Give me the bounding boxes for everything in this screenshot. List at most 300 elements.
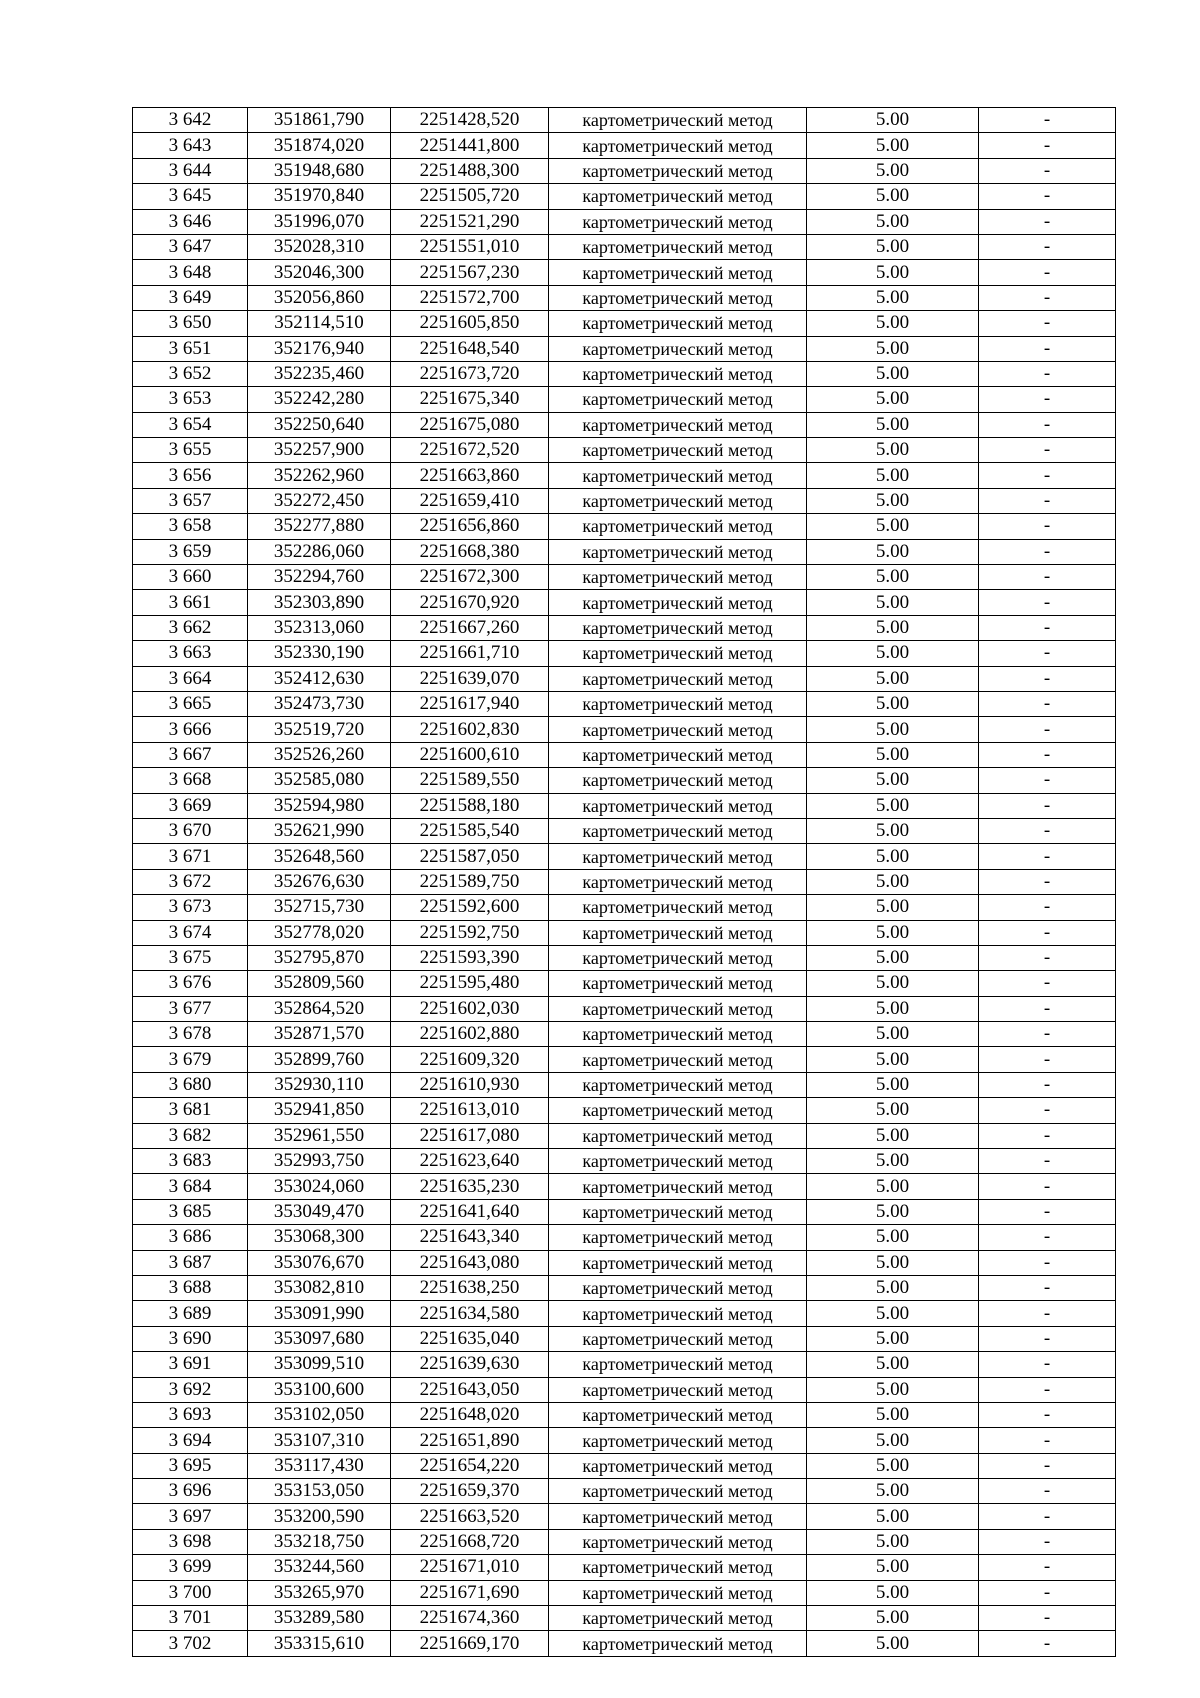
cell-point-number: 3 642 (133, 108, 248, 133)
cell-point-number: 3 651 (133, 336, 248, 361)
table-row (133, 818, 1116, 843)
cell-method: картометрический метод (549, 1453, 807, 1478)
cell-point-number: 3 649 (133, 285, 248, 310)
cell-y-coordinate: 2251635,230 (391, 1174, 549, 1199)
table-row (133, 412, 1116, 437)
cell-x-coordinate: 351996,070 (248, 209, 391, 234)
cell-x-coordinate: 352277,880 (248, 514, 391, 539)
table-row (133, 895, 1116, 920)
cell-point-number: 3 670 (133, 818, 248, 843)
cell-method: картометрический метод (549, 1275, 807, 1300)
cell-point-number: 3 666 (133, 717, 248, 742)
table-row (133, 1275, 1116, 1300)
cell-accuracy: 5.00 (807, 1555, 979, 1580)
cell-method: картометрический метод (549, 615, 807, 640)
cell-x-coordinate: 351970,840 (248, 184, 391, 209)
cell-note: - (979, 1631, 1116, 1656)
cell-note: - (979, 108, 1116, 133)
cell-y-coordinate: 2251648,540 (391, 336, 549, 361)
cell-y-coordinate: 2251672,300 (391, 565, 549, 590)
cell-y-coordinate: 2251521,290 (391, 209, 549, 234)
cell-y-coordinate: 2251663,860 (391, 463, 549, 488)
cell-y-coordinate: 2251589,750 (391, 869, 549, 894)
cell-note: - (979, 1326, 1116, 1351)
cell-point-number: 3 647 (133, 234, 248, 259)
cell-point-number: 3 667 (133, 742, 248, 767)
table-row (133, 691, 1116, 716)
cell-y-coordinate: 2251605,850 (391, 311, 549, 336)
cell-x-coordinate: 352313,060 (248, 615, 391, 640)
table-row (133, 1123, 1116, 1148)
cell-y-coordinate: 2251669,170 (391, 1631, 549, 1656)
table-row (133, 1250, 1116, 1275)
cell-point-number: 3 681 (133, 1098, 248, 1123)
cell-point-number: 3 644 (133, 158, 248, 183)
cell-note: - (979, 158, 1116, 183)
cell-note: - (979, 438, 1116, 463)
cell-x-coordinate: 353289,580 (248, 1606, 391, 1631)
cell-y-coordinate: 2251651,890 (391, 1428, 549, 1453)
cell-note: - (979, 1174, 1116, 1199)
cell-point-number: 3 650 (133, 311, 248, 336)
cell-y-coordinate: 2251589,550 (391, 768, 549, 793)
cell-note: - (979, 1123, 1116, 1148)
cell-method: картометрический метод (549, 1377, 807, 1402)
table-row (133, 1402, 1116, 1427)
cell-point-number: 3 672 (133, 869, 248, 894)
cell-method: картометрический метод (549, 666, 807, 691)
cell-point-number: 3 658 (133, 514, 248, 539)
cell-note: - (979, 133, 1116, 158)
cell-x-coordinate: 353244,560 (248, 1555, 391, 1580)
cell-point-number: 3 686 (133, 1225, 248, 1250)
table-row (133, 1377, 1116, 1402)
cell-method: картометрический метод (549, 1225, 807, 1250)
cell-method: картометрический метод (549, 1504, 807, 1529)
table-row (133, 565, 1116, 590)
cell-accuracy: 5.00 (807, 895, 979, 920)
table-row (133, 742, 1116, 767)
cell-y-coordinate: 2251654,220 (391, 1453, 549, 1478)
table-row (133, 793, 1116, 818)
cell-point-number: 3 659 (133, 539, 248, 564)
cell-point-number: 3 682 (133, 1123, 248, 1148)
cell-accuracy: 5.00 (807, 641, 979, 666)
cell-point-number: 3 662 (133, 615, 248, 640)
cell-note: - (979, 615, 1116, 640)
cell-note: - (979, 641, 1116, 666)
table-row (133, 615, 1116, 640)
cell-method: картометрический метод (549, 945, 807, 970)
cell-x-coordinate: 353076,670 (248, 1250, 391, 1275)
cell-x-coordinate: 353099,510 (248, 1352, 391, 1377)
table-row (133, 209, 1116, 234)
cell-y-coordinate: 2251587,050 (391, 844, 549, 869)
cell-point-number: 3 668 (133, 768, 248, 793)
cell-method: картометрический метод (549, 133, 807, 158)
table-row (133, 133, 1116, 158)
cell-y-coordinate: 2251659,410 (391, 488, 549, 513)
cell-accuracy: 5.00 (807, 565, 979, 590)
cell-point-number: 3 655 (133, 438, 248, 463)
cell-x-coordinate: 353068,300 (248, 1225, 391, 1250)
cell-method: картометрический метод (549, 818, 807, 843)
cell-point-number: 3 687 (133, 1250, 248, 1275)
cell-x-coordinate: 353265,970 (248, 1580, 391, 1605)
cell-y-coordinate: 2251572,700 (391, 285, 549, 310)
cell-x-coordinate: 353117,430 (248, 1453, 391, 1478)
cell-accuracy: 5.00 (807, 996, 979, 1021)
cell-x-coordinate: 352056,860 (248, 285, 391, 310)
table-row (133, 1555, 1116, 1580)
cell-x-coordinate: 353100,600 (248, 1377, 391, 1402)
cell-method: картометрический метод (549, 1149, 807, 1174)
cell-note: - (979, 691, 1116, 716)
table-row (133, 1352, 1116, 1377)
cell-accuracy: 5.00 (807, 869, 979, 894)
table-row (133, 590, 1116, 615)
cell-note: - (979, 1047, 1116, 1072)
cell-x-coordinate: 352046,300 (248, 260, 391, 285)
cell-note: - (979, 971, 1116, 996)
cell-y-coordinate: 2251670,920 (391, 590, 549, 615)
cell-method: картометрический метод (549, 463, 807, 488)
cell-y-coordinate: 2251643,340 (391, 1225, 549, 1250)
cell-x-coordinate: 352303,890 (248, 590, 391, 615)
cell-note: - (979, 1529, 1116, 1554)
table-row (133, 1428, 1116, 1453)
cell-point-number: 3 674 (133, 920, 248, 945)
cell-note: - (979, 717, 1116, 742)
cell-y-coordinate: 2251635,040 (391, 1326, 549, 1351)
cell-method: картометрический метод (549, 641, 807, 666)
cell-x-coordinate: 351874,020 (248, 133, 391, 158)
cell-accuracy: 5.00 (807, 1047, 979, 1072)
cell-accuracy: 5.00 (807, 1149, 979, 1174)
cell-method: картометрический метод (549, 311, 807, 336)
cell-x-coordinate: 352778,020 (248, 920, 391, 945)
cell-accuracy: 5.00 (807, 1275, 979, 1300)
table-row (133, 336, 1116, 361)
cell-x-coordinate: 353049,470 (248, 1199, 391, 1224)
cell-accuracy: 5.00 (807, 1225, 979, 1250)
cell-x-coordinate: 352585,080 (248, 768, 391, 793)
cell-method: картометрический метод (549, 158, 807, 183)
cell-accuracy: 5.00 (807, 945, 979, 970)
cell-method: картометрический метод (549, 234, 807, 259)
cell-method: картометрический метод (549, 1631, 807, 1656)
table-row (133, 1022, 1116, 1047)
cell-method: картометрический метод (549, 742, 807, 767)
cell-note: - (979, 1453, 1116, 1478)
cell-note: - (979, 590, 1116, 615)
cell-x-coordinate: 353102,050 (248, 1402, 391, 1427)
cell-note: - (979, 1504, 1116, 1529)
cell-point-number: 3 678 (133, 1022, 248, 1047)
cell-y-coordinate: 2251592,750 (391, 920, 549, 945)
table-row (133, 108, 1116, 133)
cell-y-coordinate: 2251671,010 (391, 1555, 549, 1580)
cell-x-coordinate: 352114,510 (248, 311, 391, 336)
cell-point-number: 3 645 (133, 184, 248, 209)
cell-note: - (979, 1072, 1116, 1097)
cell-x-coordinate: 352961,550 (248, 1123, 391, 1148)
table-row (133, 1199, 1116, 1224)
cell-point-number: 3 680 (133, 1072, 248, 1097)
cell-note: - (979, 818, 1116, 843)
cell-y-coordinate: 2251600,610 (391, 742, 549, 767)
cell-accuracy: 5.00 (807, 971, 979, 996)
cell-note: - (979, 1275, 1116, 1300)
cell-x-coordinate: 352242,280 (248, 387, 391, 412)
cell-accuracy: 5.00 (807, 590, 979, 615)
table-row (133, 234, 1116, 259)
cell-note: - (979, 565, 1116, 590)
cell-accuracy: 5.00 (807, 463, 979, 488)
table-row (133, 717, 1116, 742)
cell-note: - (979, 844, 1116, 869)
cell-note: - (979, 1022, 1116, 1047)
cell-method: картометрический метод (549, 336, 807, 361)
cell-y-coordinate: 2251617,080 (391, 1123, 549, 1148)
cell-method: картометрический метод (549, 1022, 807, 1047)
cell-x-coordinate: 353091,990 (248, 1301, 391, 1326)
cell-method: картометрический метод (549, 1123, 807, 1148)
cell-accuracy: 5.00 (807, 1479, 979, 1504)
cell-note: - (979, 387, 1116, 412)
cell-accuracy: 5.00 (807, 260, 979, 285)
cell-x-coordinate: 353315,610 (248, 1631, 391, 1656)
cell-point-number: 3 700 (133, 1580, 248, 1605)
coordinates-table (132, 107, 1116, 1657)
cell-method: картометрический метод (549, 1479, 807, 1504)
cell-point-number: 3 664 (133, 666, 248, 691)
cell-x-coordinate: 353153,050 (248, 1479, 391, 1504)
cell-y-coordinate: 2251593,390 (391, 945, 549, 970)
cell-method: картометрический метод (549, 691, 807, 716)
table-row (133, 438, 1116, 463)
cell-method: картометрический метод (549, 260, 807, 285)
cell-method: картометрический метод (549, 590, 807, 615)
cell-point-number: 3 675 (133, 945, 248, 970)
cell-x-coordinate: 353200,590 (248, 1504, 391, 1529)
cell-y-coordinate: 2251671,690 (391, 1580, 549, 1605)
cell-method: картометрический метод (549, 793, 807, 818)
cell-accuracy: 5.00 (807, 158, 979, 183)
table-row (133, 641, 1116, 666)
table-row (133, 311, 1116, 336)
cell-note: - (979, 285, 1116, 310)
cell-note: - (979, 1352, 1116, 1377)
cell-x-coordinate: 353024,060 (248, 1174, 391, 1199)
cell-accuracy: 5.00 (807, 1250, 979, 1275)
cell-point-number: 3 697 (133, 1504, 248, 1529)
cell-y-coordinate: 2251663,520 (391, 1504, 549, 1529)
cell-note: - (979, 1225, 1116, 1250)
table-row (133, 1047, 1116, 1072)
cell-accuracy: 5.00 (807, 1174, 979, 1199)
cell-note: - (979, 1555, 1116, 1580)
table-row (133, 1479, 1116, 1504)
cell-y-coordinate: 2251641,640 (391, 1199, 549, 1224)
cell-y-coordinate: 2251602,830 (391, 717, 549, 742)
cell-accuracy: 5.00 (807, 1301, 979, 1326)
cell-method: картометрический метод (549, 717, 807, 742)
cell-y-coordinate: 2251610,930 (391, 1072, 549, 1097)
cell-x-coordinate: 352526,260 (248, 742, 391, 767)
table-row (133, 1453, 1116, 1478)
cell-note: - (979, 1199, 1116, 1224)
cell-x-coordinate: 352028,310 (248, 234, 391, 259)
cell-point-number: 3 698 (133, 1529, 248, 1554)
cell-accuracy: 5.00 (807, 387, 979, 412)
cell-point-number: 3 648 (133, 260, 248, 285)
table-row (133, 539, 1116, 564)
table-row (133, 1072, 1116, 1097)
cell-x-coordinate: 353097,680 (248, 1326, 391, 1351)
cell-accuracy: 5.00 (807, 1098, 979, 1123)
cell-accuracy: 5.00 (807, 844, 979, 869)
cell-note: - (979, 488, 1116, 513)
cell-point-number: 3 702 (133, 1631, 248, 1656)
cell-note: - (979, 996, 1116, 1021)
cell-x-coordinate: 352941,850 (248, 1098, 391, 1123)
cell-x-coordinate: 352809,560 (248, 971, 391, 996)
cell-y-coordinate: 2251675,080 (391, 412, 549, 437)
cell-accuracy: 5.00 (807, 1631, 979, 1656)
cell-method: картометрический метод (549, 1072, 807, 1097)
cell-method: картометрический метод (549, 869, 807, 894)
cell-accuracy: 5.00 (807, 666, 979, 691)
table-row (133, 1606, 1116, 1631)
cell-method: картометрический метод (549, 209, 807, 234)
cell-point-number: 3 665 (133, 691, 248, 716)
cell-point-number: 3 677 (133, 996, 248, 1021)
cell-x-coordinate: 352864,520 (248, 996, 391, 1021)
cell-x-coordinate: 353107,310 (248, 1428, 391, 1453)
cell-note: - (979, 1606, 1116, 1631)
table-row (133, 768, 1116, 793)
cell-accuracy: 5.00 (807, 1377, 979, 1402)
cell-y-coordinate: 2251674,360 (391, 1606, 549, 1631)
cell-x-coordinate: 352235,460 (248, 361, 391, 386)
table-row (133, 971, 1116, 996)
table-row (133, 1326, 1116, 1351)
cell-method: картометрический метод (549, 108, 807, 133)
cell-accuracy: 5.00 (807, 361, 979, 386)
cell-method: картометрический метод (549, 1174, 807, 1199)
cell-x-coordinate: 352473,730 (248, 691, 391, 716)
table-row (133, 285, 1116, 310)
cell-method: картометрический метод (549, 1428, 807, 1453)
cell-method: картометрический метод (549, 895, 807, 920)
cell-accuracy: 5.00 (807, 1022, 979, 1047)
cell-note: - (979, 793, 1116, 818)
cell-method: картометрический метод (549, 1555, 807, 1580)
cell-accuracy: 5.00 (807, 438, 979, 463)
cell-x-coordinate: 352871,570 (248, 1022, 391, 1047)
cell-y-coordinate: 2251659,370 (391, 1479, 549, 1504)
cell-note: - (979, 336, 1116, 361)
cell-x-coordinate: 351948,680 (248, 158, 391, 183)
cell-accuracy: 5.00 (807, 742, 979, 767)
cell-method: картометрический метод (549, 1402, 807, 1427)
cell-method: картометрический метод (549, 184, 807, 209)
cell-point-number: 3 652 (133, 361, 248, 386)
cell-point-number: 3 671 (133, 844, 248, 869)
cell-x-coordinate: 352330,190 (248, 641, 391, 666)
cell-accuracy: 5.00 (807, 615, 979, 640)
cell-x-coordinate: 352899,760 (248, 1047, 391, 1072)
cell-x-coordinate: 352262,960 (248, 463, 391, 488)
cell-x-coordinate: 353082,810 (248, 1275, 391, 1300)
cell-method: картометрический метод (549, 1580, 807, 1605)
cell-x-coordinate: 352621,990 (248, 818, 391, 843)
cell-accuracy: 5.00 (807, 1123, 979, 1148)
cell-accuracy: 5.00 (807, 818, 979, 843)
cell-method: картометрический метод (549, 844, 807, 869)
table-row (133, 463, 1116, 488)
table-row (133, 1174, 1116, 1199)
cell-y-coordinate: 2251667,260 (391, 615, 549, 640)
cell-accuracy: 5.00 (807, 717, 979, 742)
cell-point-number: 3 689 (133, 1301, 248, 1326)
cell-x-coordinate: 352412,630 (248, 666, 391, 691)
cell-point-number: 3 673 (133, 895, 248, 920)
cell-x-coordinate: 352519,720 (248, 717, 391, 742)
cell-note: - (979, 234, 1116, 259)
coordinates-table-body (133, 108, 1116, 1657)
cell-note: - (979, 539, 1116, 564)
cell-note: - (979, 209, 1116, 234)
cell-accuracy: 5.00 (807, 1529, 979, 1554)
cell-note: - (979, 361, 1116, 386)
cell-point-number: 3 701 (133, 1606, 248, 1631)
cell-y-coordinate: 2251643,050 (391, 1377, 549, 1402)
table-row (133, 488, 1116, 513)
cell-point-number: 3 684 (133, 1174, 248, 1199)
cell-accuracy: 5.00 (807, 133, 979, 158)
cell-point-number: 3 643 (133, 133, 248, 158)
cell-y-coordinate: 2251613,010 (391, 1098, 549, 1123)
cell-method: картометрический метод (549, 1352, 807, 1377)
cell-accuracy: 5.00 (807, 793, 979, 818)
cell-point-number: 3 688 (133, 1275, 248, 1300)
cell-note: - (979, 768, 1116, 793)
cell-y-coordinate: 2251668,380 (391, 539, 549, 564)
cell-accuracy: 5.00 (807, 1580, 979, 1605)
cell-note: - (979, 1428, 1116, 1453)
cell-point-number: 3 692 (133, 1377, 248, 1402)
cell-x-coordinate: 352286,060 (248, 539, 391, 564)
cell-x-coordinate: 352176,940 (248, 336, 391, 361)
cell-point-number: 3 694 (133, 1428, 248, 1453)
cell-method: картометрический метод (549, 1529, 807, 1554)
table-row (133, 1580, 1116, 1605)
cell-note: - (979, 311, 1116, 336)
cell-method: картометрический метод (549, 387, 807, 412)
cell-accuracy: 5.00 (807, 514, 979, 539)
cell-method: картометрический метод (549, 996, 807, 1021)
cell-y-coordinate: 2251567,230 (391, 260, 549, 285)
table-row (133, 844, 1116, 869)
cell-note: - (979, 184, 1116, 209)
cell-accuracy: 5.00 (807, 1352, 979, 1377)
table-row (133, 184, 1116, 209)
cell-x-coordinate: 352930,110 (248, 1072, 391, 1097)
cell-accuracy: 5.00 (807, 184, 979, 209)
cell-x-coordinate: 352648,560 (248, 844, 391, 869)
